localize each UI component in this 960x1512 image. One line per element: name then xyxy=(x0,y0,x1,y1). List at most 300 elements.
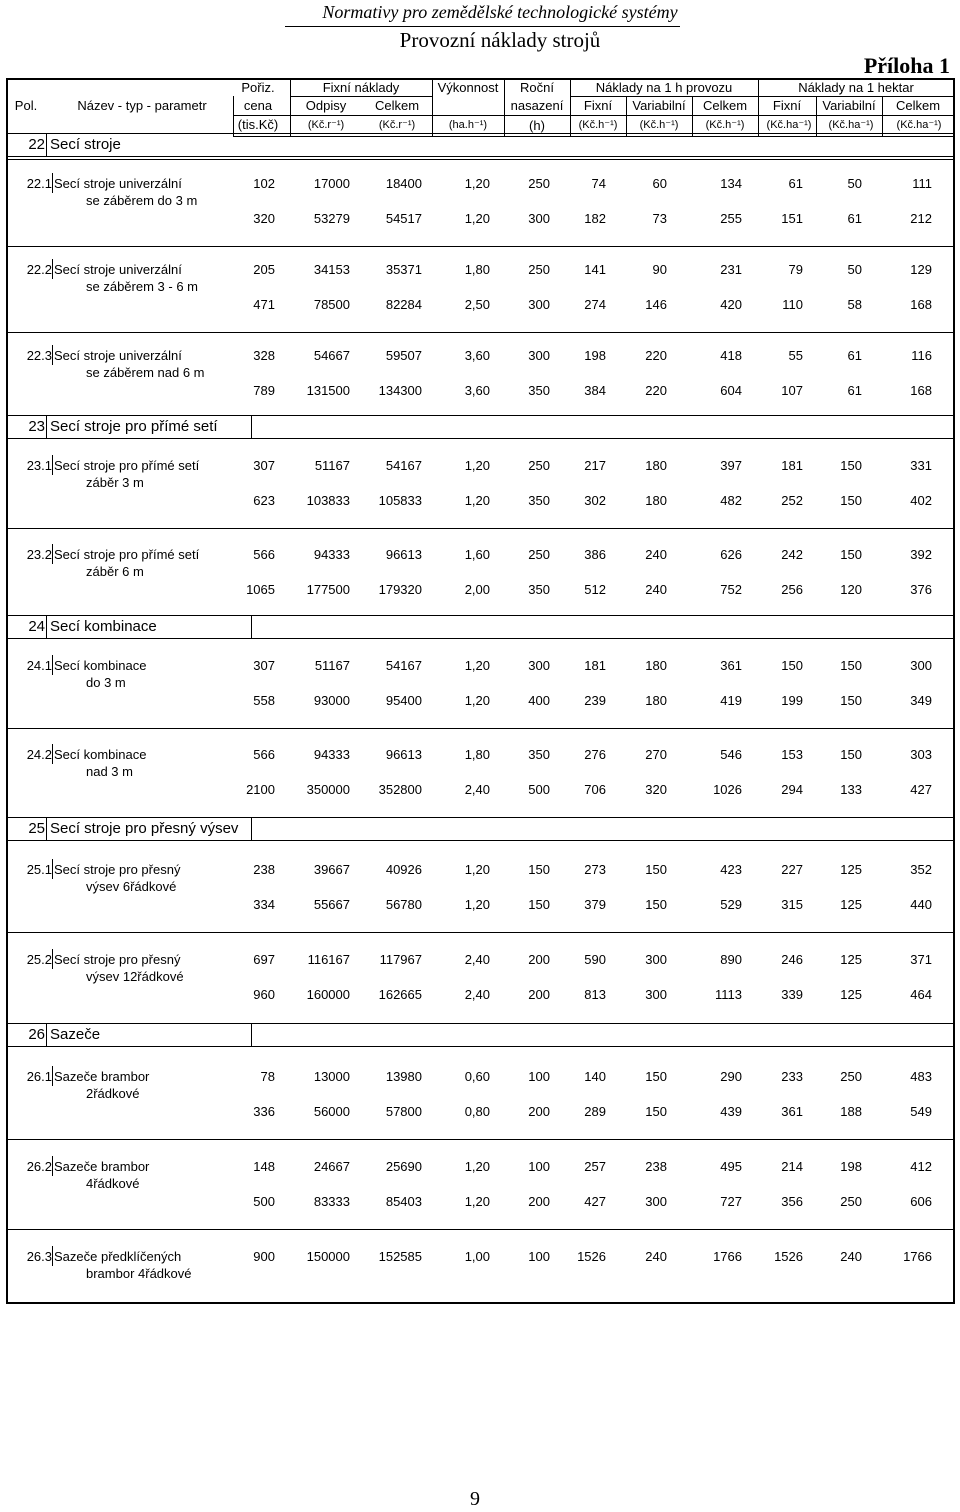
item-divider xyxy=(52,544,53,564)
table-cell: 220 xyxy=(645,383,667,398)
table-cell: 94333 xyxy=(313,547,350,562)
table-cell: 320 xyxy=(253,211,275,226)
table-cell: 250 xyxy=(528,458,550,473)
table-cell: 546 xyxy=(720,747,742,762)
table-cell: 379 xyxy=(584,897,606,912)
header-divider xyxy=(758,79,759,136)
table-cell: 255 xyxy=(720,211,742,226)
table-cell: 1,20 xyxy=(464,862,490,877)
table-cell: 107 xyxy=(781,383,803,398)
col-pol: Pol. xyxy=(14,98,38,113)
item-id: 25.1 xyxy=(26,862,52,877)
table-cell: 626 xyxy=(720,547,742,562)
table-cell: 160000 xyxy=(306,987,350,1002)
table-cell: 242 xyxy=(781,547,803,562)
table-cell: 146 xyxy=(645,297,667,312)
table-cell: 0,60 xyxy=(464,1069,490,1084)
table-cell: 217 xyxy=(584,458,606,473)
item-parameter: do 3 m xyxy=(86,675,126,690)
col-vykonnost: Výkonnost xyxy=(437,80,499,95)
table-cell: 789 xyxy=(253,383,275,398)
table-cell: 256 xyxy=(781,582,803,597)
section-header xyxy=(6,820,955,842)
table-cell: 1766 xyxy=(903,1249,932,1264)
item-name: Sazeče brambor xyxy=(54,1159,150,1174)
table-cell: 150 xyxy=(840,458,862,473)
table-cell: 300 xyxy=(910,658,932,673)
document-title: Provozní náklady strojů xyxy=(399,28,601,52)
table-cell: 58 xyxy=(847,297,862,312)
table-cell: 182 xyxy=(584,211,606,226)
item-name: Secí stroje univerzální xyxy=(54,262,182,277)
table-cell: 54667 xyxy=(313,348,350,363)
table-row xyxy=(6,547,955,617)
table-cell: 129 xyxy=(910,262,932,277)
table-cell: 54517 xyxy=(385,211,422,226)
item-id: 26.3 xyxy=(26,1249,52,1264)
table-cell: 1,20 xyxy=(464,211,490,226)
table-cell: 1,20 xyxy=(464,493,490,508)
table-cell: 361 xyxy=(720,658,742,673)
table-cell: 200 xyxy=(528,987,550,1002)
table-cell: 83333 xyxy=(313,1194,350,1209)
table-cell: 290 xyxy=(720,1069,742,1084)
table-cell: 82284 xyxy=(385,297,422,312)
table-cell: 303 xyxy=(910,747,932,762)
section-rule xyxy=(6,1046,955,1047)
section-number: 22 xyxy=(28,136,45,153)
table-cell: 400 xyxy=(528,693,550,708)
section-header xyxy=(6,418,955,440)
section-divider xyxy=(251,817,252,840)
table-cell: 361 xyxy=(781,1104,803,1119)
table-cell: 352800 xyxy=(378,782,422,797)
item-id: 24.1 xyxy=(26,658,52,673)
table-cell: 73 xyxy=(652,211,667,226)
table-cell: 134300 xyxy=(378,383,422,398)
table-cell: 289 xyxy=(584,1104,606,1119)
col-poriz-unit: (tis.Kč) xyxy=(237,117,279,132)
table-cell: 500 xyxy=(528,782,550,797)
table-cell: 307 xyxy=(253,658,275,673)
table-cell: 90 xyxy=(652,262,667,277)
item-name: Secí stroje pro přímé setí xyxy=(54,458,200,473)
table-cell: 177500 xyxy=(306,582,350,597)
table-row xyxy=(6,262,955,332)
item-parameter: brambor 4řádkové xyxy=(86,1266,192,1281)
section-title: Secí stroje pro přesný výsev xyxy=(50,820,239,837)
table-cell: 392 xyxy=(910,547,932,562)
row-separator xyxy=(6,1139,955,1140)
header-divider xyxy=(816,96,817,136)
table-cell: 39667 xyxy=(313,862,350,877)
table-cell: 1766 xyxy=(713,1249,742,1264)
table-cell: 412 xyxy=(910,1159,932,1174)
table-cell: 74 xyxy=(591,176,606,191)
table-cell: 274 xyxy=(584,297,606,312)
header-divider xyxy=(504,79,505,136)
col-poriz-1: Pořiz. xyxy=(241,80,275,95)
table-cell: 240 xyxy=(645,582,667,597)
col-celkem-ha-unit: (Kč.ha⁻¹) xyxy=(896,119,942,131)
section-divider xyxy=(46,615,47,638)
table-cell: 270 xyxy=(645,747,667,762)
table-row xyxy=(6,1249,955,1319)
item-parameter: záběr 6 m xyxy=(86,564,144,579)
table-cell: 93000 xyxy=(313,693,350,708)
table-cell: 512 xyxy=(584,582,606,597)
item-parameter: 2řádkové xyxy=(86,1086,140,1101)
table-cell: 100 xyxy=(528,1159,550,1174)
item-name: Secí stroje pro přesný xyxy=(54,862,181,877)
item-id: 26.1 xyxy=(26,1069,52,1084)
item-divider xyxy=(52,1066,53,1086)
section-rule xyxy=(6,840,955,841)
table-row xyxy=(6,1159,955,1229)
table-cell: 813 xyxy=(584,987,606,1002)
col-celkem-h-unit: (Kč.h⁻¹) xyxy=(705,119,745,131)
table-cell: 495 xyxy=(720,1159,742,1174)
table-cell: 200 xyxy=(528,1104,550,1119)
table-cell: 102 xyxy=(253,176,275,191)
item-divider xyxy=(52,173,53,193)
section-rule xyxy=(6,159,955,160)
table-cell: 402 xyxy=(910,493,932,508)
table-cell: 1526 xyxy=(774,1249,803,1264)
table-cell: 110 xyxy=(782,297,803,312)
item-name: Secí stroje pro přímé setí xyxy=(54,547,200,562)
table-cell: 60 xyxy=(652,176,667,191)
table-row xyxy=(6,1069,955,1139)
table-cell: 150 xyxy=(840,547,862,562)
section-header xyxy=(6,1026,955,1048)
item-parameter: se záběrem 3 - 6 m xyxy=(86,279,198,294)
table-cell: 1,60 xyxy=(464,547,490,562)
table-cell: 2100 xyxy=(246,782,275,797)
table-cell: 212 xyxy=(910,211,932,226)
table-cell: 85403 xyxy=(385,1194,422,1209)
table-cell: 150 xyxy=(840,693,862,708)
table-cell: 483 xyxy=(910,1069,932,1084)
table-cell: 420 xyxy=(720,297,742,312)
table-cell: 1,00 xyxy=(464,1249,490,1264)
table-cell: 294 xyxy=(781,782,803,797)
table-cell: 13980 xyxy=(385,1069,422,1084)
table-cell: 376 xyxy=(910,582,932,597)
table-cell: 50 xyxy=(847,176,862,191)
table-cell: 25690 xyxy=(385,1159,422,1174)
table-cell: 419 xyxy=(720,693,742,708)
table-cell: 427 xyxy=(584,1194,606,1209)
table-row xyxy=(6,348,955,418)
item-name: Secí stroje univerzální xyxy=(54,176,182,191)
table-cell: 78 xyxy=(260,1069,275,1084)
table-cell: 0,80 xyxy=(464,1104,490,1119)
table-cell: 558 xyxy=(253,693,275,708)
table-cell: 125 xyxy=(840,987,862,1002)
table-cell: 328 xyxy=(253,348,275,363)
col-celkem-unit: (Kč.r⁻¹) xyxy=(378,119,416,131)
table-cell: 51167 xyxy=(314,458,350,473)
section-title: Secí stroje pro přímé setí xyxy=(50,418,218,435)
table-cell: 371 xyxy=(910,952,932,967)
table-cell: 307 xyxy=(253,458,275,473)
table-cell: 105833 xyxy=(378,493,422,508)
table-cell: 1,80 xyxy=(464,262,490,277)
table-cell: 302 xyxy=(584,493,606,508)
table-cell: 273 xyxy=(584,862,606,877)
table-cell: 1065 xyxy=(246,582,275,597)
table-cell: 2,40 xyxy=(464,952,490,967)
header-rule xyxy=(570,96,955,97)
table-cell: 1,20 xyxy=(464,897,490,912)
table-cell: 125 xyxy=(840,897,862,912)
table-cell: 131500 xyxy=(306,383,350,398)
row-separator xyxy=(6,932,955,933)
table-cell: 315 xyxy=(781,897,803,912)
section-header xyxy=(6,618,955,640)
table-cell: 427 xyxy=(910,782,932,797)
table-cell: 482 xyxy=(720,493,742,508)
table-cell: 300 xyxy=(528,211,550,226)
section-rule xyxy=(6,438,955,439)
table-cell: 423 xyxy=(720,862,742,877)
row-separator xyxy=(6,528,955,529)
table-row xyxy=(6,747,955,817)
table-cell: 566 xyxy=(253,547,275,562)
table-row xyxy=(6,952,955,1022)
table-cell: 300 xyxy=(528,297,550,312)
table-cell: 56000 xyxy=(313,1104,350,1119)
table-cell: 1,20 xyxy=(464,1194,490,1209)
table-cell: 1,20 xyxy=(464,658,490,673)
item-name: Secí kombinace xyxy=(54,747,147,762)
section-divider xyxy=(46,133,47,156)
table-cell: 116167 xyxy=(307,952,350,967)
table-cell: 168 xyxy=(910,383,932,398)
table-cell: 440 xyxy=(910,897,932,912)
table-cell: 150 xyxy=(840,747,862,762)
table-cell: 252 xyxy=(781,493,803,508)
item-parameter: nad 3 m xyxy=(86,764,133,779)
table-cell: 180 xyxy=(645,458,667,473)
section-divider xyxy=(46,415,47,438)
table-cell: 418 xyxy=(720,348,742,363)
table-cell: 61 xyxy=(847,348,862,363)
table-cell: 350 xyxy=(528,383,550,398)
section-header xyxy=(6,136,955,158)
table-cell: 231 xyxy=(720,262,742,277)
table-cell: 214 xyxy=(781,1159,803,1174)
col-rocni-1: Roční xyxy=(520,80,554,95)
table-cell: 300 xyxy=(528,348,550,363)
table-cell: 1,80 xyxy=(464,747,490,762)
table-cell: 2,40 xyxy=(464,987,490,1002)
table-cell: 2,40 xyxy=(464,782,490,797)
table-cell: 150 xyxy=(528,897,550,912)
table-cell: 240 xyxy=(645,1249,667,1264)
table-cell: 336 xyxy=(253,1104,275,1119)
item-divider xyxy=(52,949,53,969)
table-cell: 233 xyxy=(781,1069,803,1084)
table-cell: 61 xyxy=(788,176,803,191)
table-cell: 141 xyxy=(584,262,606,277)
table-cell: 34153 xyxy=(313,262,350,277)
item-id: 23.1 xyxy=(26,458,52,473)
row-separator xyxy=(6,1229,955,1230)
item-divider xyxy=(52,259,53,279)
item-parameter: se záběrem nad 6 m xyxy=(86,365,205,380)
table-cell: 276 xyxy=(584,747,606,762)
section-rule xyxy=(6,817,955,818)
col-celkem-h: Celkem xyxy=(702,98,748,113)
table-cell: 349 xyxy=(910,693,932,708)
header-rule xyxy=(233,115,955,116)
table-cell: 227 xyxy=(781,862,803,877)
table-cell: 150 xyxy=(840,493,862,508)
col-odpisy: Odpisy xyxy=(305,98,347,113)
table-cell: 697 xyxy=(253,952,275,967)
row-separator xyxy=(6,728,955,729)
item-parameter: se záběrem do 3 m xyxy=(86,193,198,208)
table-cell: 200 xyxy=(528,1194,550,1209)
table-cell: 1526 xyxy=(577,1249,606,1264)
table-cell: 3,60 xyxy=(464,383,490,398)
table-cell: 240 xyxy=(840,1249,862,1264)
item-divider xyxy=(52,345,53,365)
item-id: 22.1 xyxy=(26,176,52,191)
table-cell: 181 xyxy=(781,458,803,473)
table-cell: 257 xyxy=(584,1159,606,1174)
table-cell: 350000 xyxy=(306,782,350,797)
section-title: Sazeče xyxy=(50,1026,101,1043)
table-cell: 151 xyxy=(781,211,803,226)
table-cell: 352 xyxy=(910,862,932,877)
item-divider xyxy=(52,655,53,675)
col-fixni-ha-unit: (Kč.ha⁻¹) xyxy=(766,119,812,131)
item-id: 25.2 xyxy=(26,952,52,967)
table-cell: 100 xyxy=(528,1069,550,1084)
table-cell: 55667 xyxy=(313,897,350,912)
table-cell: 2,00 xyxy=(464,582,490,597)
section-number: 24 xyxy=(28,618,45,635)
table-cell: 96613 xyxy=(385,747,422,762)
table-cell: 3,60 xyxy=(464,348,490,363)
table-cell: 116 xyxy=(911,348,932,363)
table-cell: 17000 xyxy=(313,176,350,191)
table-cell: 240 xyxy=(645,547,667,562)
table-cell: 250 xyxy=(528,547,550,562)
col-fixni-ha: Fixní xyxy=(772,98,802,113)
table-cell: 350 xyxy=(528,493,550,508)
table-cell: 623 xyxy=(253,493,275,508)
item-parameter: výsev 6řádkové xyxy=(86,879,177,894)
section-title: Secí stroje xyxy=(50,136,121,153)
item-id: 24.2 xyxy=(26,747,52,762)
table-cell: 1,20 xyxy=(464,1159,490,1174)
table-cell: 150 xyxy=(528,862,550,877)
col-var-ha-unit: (Kč.ha⁻¹) xyxy=(828,119,874,131)
table-cell: 752 xyxy=(720,582,742,597)
col-name: Název - typ - parametr xyxy=(77,98,207,113)
table-cell: 78500 xyxy=(313,297,350,312)
table-cell: 529 xyxy=(720,897,742,912)
table-cell: 152585 xyxy=(378,1249,422,1264)
col-fixni-h-unit: (Kč.h⁻¹) xyxy=(578,119,618,131)
table-cell: 150 xyxy=(645,862,667,877)
item-divider xyxy=(52,455,53,475)
table-cell: 57800 xyxy=(385,1104,422,1119)
table-cell: 150 xyxy=(840,658,862,673)
table-cell: 300 xyxy=(645,987,667,1002)
col-naklady-ha: Náklady na 1 hektar xyxy=(798,80,914,95)
table-cell: 250 xyxy=(528,176,550,191)
header-divider xyxy=(290,79,291,136)
table-cell: 79 xyxy=(788,262,803,277)
table-cell: 51167 xyxy=(314,658,350,673)
table-cell: 18400 xyxy=(385,176,422,191)
table-cell: 61 xyxy=(847,211,862,226)
table-cell: 331 xyxy=(910,458,932,473)
item-name: Sazeče předklíčených xyxy=(54,1249,182,1264)
item-id: 22.3 xyxy=(26,348,52,363)
section-divider xyxy=(46,1023,47,1046)
row-separator xyxy=(6,246,955,247)
col-var-ha: Variabilní xyxy=(822,98,876,113)
table-row xyxy=(6,458,955,528)
table-cell: 53279 xyxy=(313,211,350,226)
table-cell: 54167 xyxy=(385,658,422,673)
table-cell: 140 xyxy=(584,1069,606,1084)
table-cell: 1,20 xyxy=(464,176,490,191)
header-divider xyxy=(692,96,693,136)
table-cell: 111 xyxy=(912,176,932,191)
table-cell: 706 xyxy=(584,782,606,797)
table-cell: 188 xyxy=(840,1104,862,1119)
item-name: Secí kombinace xyxy=(54,658,147,673)
col-rocni-unit: (h) xyxy=(529,118,545,133)
table-cell: 334 xyxy=(253,897,275,912)
row-separator xyxy=(6,332,955,333)
section-title: Secí kombinace xyxy=(50,618,157,635)
table-cell: 350 xyxy=(528,582,550,597)
table-cell: 239 xyxy=(584,693,606,708)
item-name: Secí stroje pro přesný xyxy=(54,952,181,967)
table-cell: 198 xyxy=(840,1159,862,1174)
section-rule xyxy=(6,156,955,157)
table-cell: 384 xyxy=(584,383,606,398)
header-divider xyxy=(432,79,433,136)
table-cell: 59507 xyxy=(385,348,422,363)
table-cell: 94333 xyxy=(313,747,350,762)
item-divider xyxy=(52,744,53,764)
table-cell: 1113 xyxy=(715,987,742,1002)
table-cell: 180 xyxy=(645,658,667,673)
table-cell: 168 xyxy=(910,297,932,312)
section-number: 26 xyxy=(28,1026,45,1043)
item-name: Sazeče brambor xyxy=(54,1069,150,1084)
table-cell: 960 xyxy=(253,987,275,1002)
table-cell: 148 xyxy=(253,1159,275,1174)
table-cell: 50 xyxy=(847,262,862,277)
table-cell: 150 xyxy=(781,658,803,673)
col-fixni-h: Fixní xyxy=(583,98,613,113)
col-naklady-h: Náklady na 1 h provozu xyxy=(595,80,733,95)
table-cell: 350 xyxy=(528,747,550,762)
table-cell: 200 xyxy=(528,952,550,967)
table-cell: 566 xyxy=(253,747,275,762)
header-divider xyxy=(233,96,234,136)
